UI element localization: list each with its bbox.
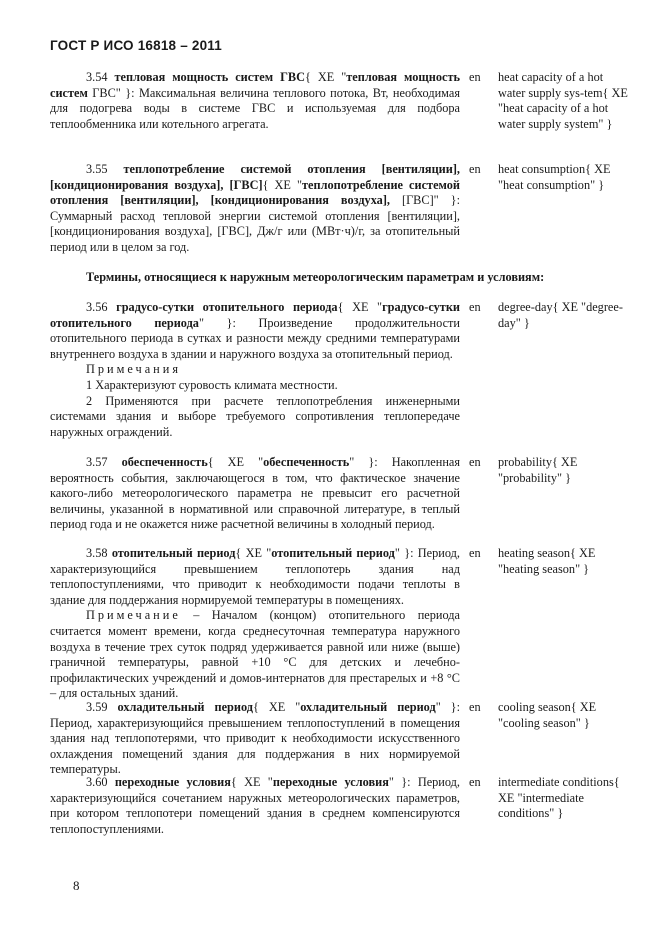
term-text-ru: 3.57 обеспеченность{ XE "обеспеченность" }: Накопленная вероятность события, заключающегося в том, что фактическое значение какого-либо метеорологического параметра не превысит его расчетной величины, указанной в нормативной или справочной литературе, в теплый период года и не окажется ниже расчетной величины в холодный период. bbox=[50, 455, 461, 532]
term-text-ru: 3.60 переходные условия{ XE "переходные условия" }: Период, характеризующийся сочетанием наружных метеорологических параметров, при котором теплопотери помещений здания в среднем компенсируются теплопоступлениями. bbox=[50, 775, 461, 836]
term-name: переходные условия bbox=[114, 775, 231, 789]
term-entry-3-54 bbox=[50, 70, 628, 132]
term-text-en: heating season{ XE "heating season" } bbox=[498, 546, 596, 576]
lang-code: en bbox=[469, 162, 481, 176]
term-text-en: heat capacity of a hot water supply sys-tem{ XE "heat capacity of a hot water supply system" } bbox=[498, 70, 628, 131]
term-name: градусо-сутки отопительного периода bbox=[116, 300, 338, 314]
term-text-ru: 3.58 отопительный период{ XE "отопительный период" }: Период, характеризующийся превышением теплопотерь здания над теплопоступлениями, что приводит к необходимости подачи теплоты в здание для поддержания нормируемой температуры в помещениях. bbox=[50, 546, 460, 607]
lang-code: en bbox=[469, 300, 481, 314]
term-name: охладительный период bbox=[117, 700, 253, 714]
term-text-en: heat consumption{ XE "heat consumption" } bbox=[498, 162, 611, 192]
note: Примечание – Началом (концом) отопительного периода считается момент времени, когда среднесуточная температура наружного воздуха в течение трех суток подряд удерживается равной или ниже (выше) граничной температуры, равной +10 °С для детских и лечебно-профилактических учреждений и домов-интернатов для престарелых и +8 °С – для остальных зданий. bbox=[50, 608, 460, 701]
term-text-ru: 3.59 охладительный период{ XE "охладительный период" }: Период, характеризующийся превышением теплопоступлений в помещения здания над теплопотерями, что приводит к необходимости искусственного охлаждения помещений здания для поддержания в них нормируемой температуры. bbox=[50, 700, 460, 777]
term-name: обеспеченность bbox=[121, 455, 208, 469]
term-entry-3-55 bbox=[50, 162, 612, 256]
term-name: отопительный период bbox=[111, 546, 236, 560]
term-name: тепловая мощность систем ГВС bbox=[114, 70, 305, 84]
term-name: теплопотребление системой отопления [вентиляции], [кондиционирования воздуха], [ГВС] bbox=[50, 162, 460, 192]
document-header: ГОСТ Р ИСО 16818 – 2011 bbox=[50, 38, 222, 53]
lang-code: en bbox=[469, 455, 481, 469]
lang-code: en bbox=[469, 70, 481, 84]
term-text-ru: 3.54 тепловая мощность систем ГВС{ XE "тепловая мощность систем ГВС" }: Максимальная величина теплового потока, Вт, необходимая для подогрева воды в системе ГВС и используемая для подбора теплообменника или котельного агрегата. bbox=[50, 70, 460, 131]
note-1: 1 Характеризуют суровость климата местности. bbox=[86, 377, 338, 392]
term-text-en: intermediate conditions{ XE "intermediate conditions" } bbox=[498, 775, 620, 821]
lang-code: en bbox=[469, 546, 481, 560]
term-text-en: degree-day{ XE "degree-day" } bbox=[498, 300, 623, 330]
term-entry-3-59 bbox=[50, 700, 612, 778]
term-text-en: cooling season{ XE "cooling season" } bbox=[498, 700, 597, 730]
page-number: 8 bbox=[73, 878, 80, 893]
term-text-ru: 3.55 теплопотребление системой отопления [вентиляции], [кондиционирования воздуха], [ГВС]{ XE "теплопотребление системой отопления [вентиляции], [кондиционирования воздуха], [ГВС]" }: Суммарный расход тепловой энергии системой отопления [вентиляции], [кондиционирования воздуха], [ГВС], Дж/г или (МВт·ч)/г, за отопительный период или в целом за год. bbox=[50, 162, 460, 254]
notes-heading: Примечания bbox=[86, 362, 182, 377]
term-entry-3-58 bbox=[50, 546, 612, 702]
section-heading: Термины, относящиеся к наружным метеорологическим параметрам и условиям: bbox=[86, 270, 545, 284]
term-entry-3-57 bbox=[50, 455, 612, 533]
term-entry-3-60 bbox=[50, 775, 620, 837]
term-entry-3-56 bbox=[50, 300, 623, 440]
note-2: 2 Применяются при расчете теплопотребления инженерными системами здания и выборе требуемого сопротивления теплопередаче наружных ограждений. bbox=[50, 393, 460, 439]
term-text-ru: 3.56 градусо-сутки отопительного периода{ XE "градусо-сутки отопительного периода" }: Произведение продолжительности отопительного периода в сутках и разности между средними температурами внутреннего воздуха в здании и наружного воздуха за отопительный период. bbox=[50, 300, 460, 361]
term-text-en: probability{ XE "probability" } bbox=[498, 455, 578, 485]
lang-code: en bbox=[469, 775, 481, 789]
lang-code: en bbox=[469, 700, 481, 714]
